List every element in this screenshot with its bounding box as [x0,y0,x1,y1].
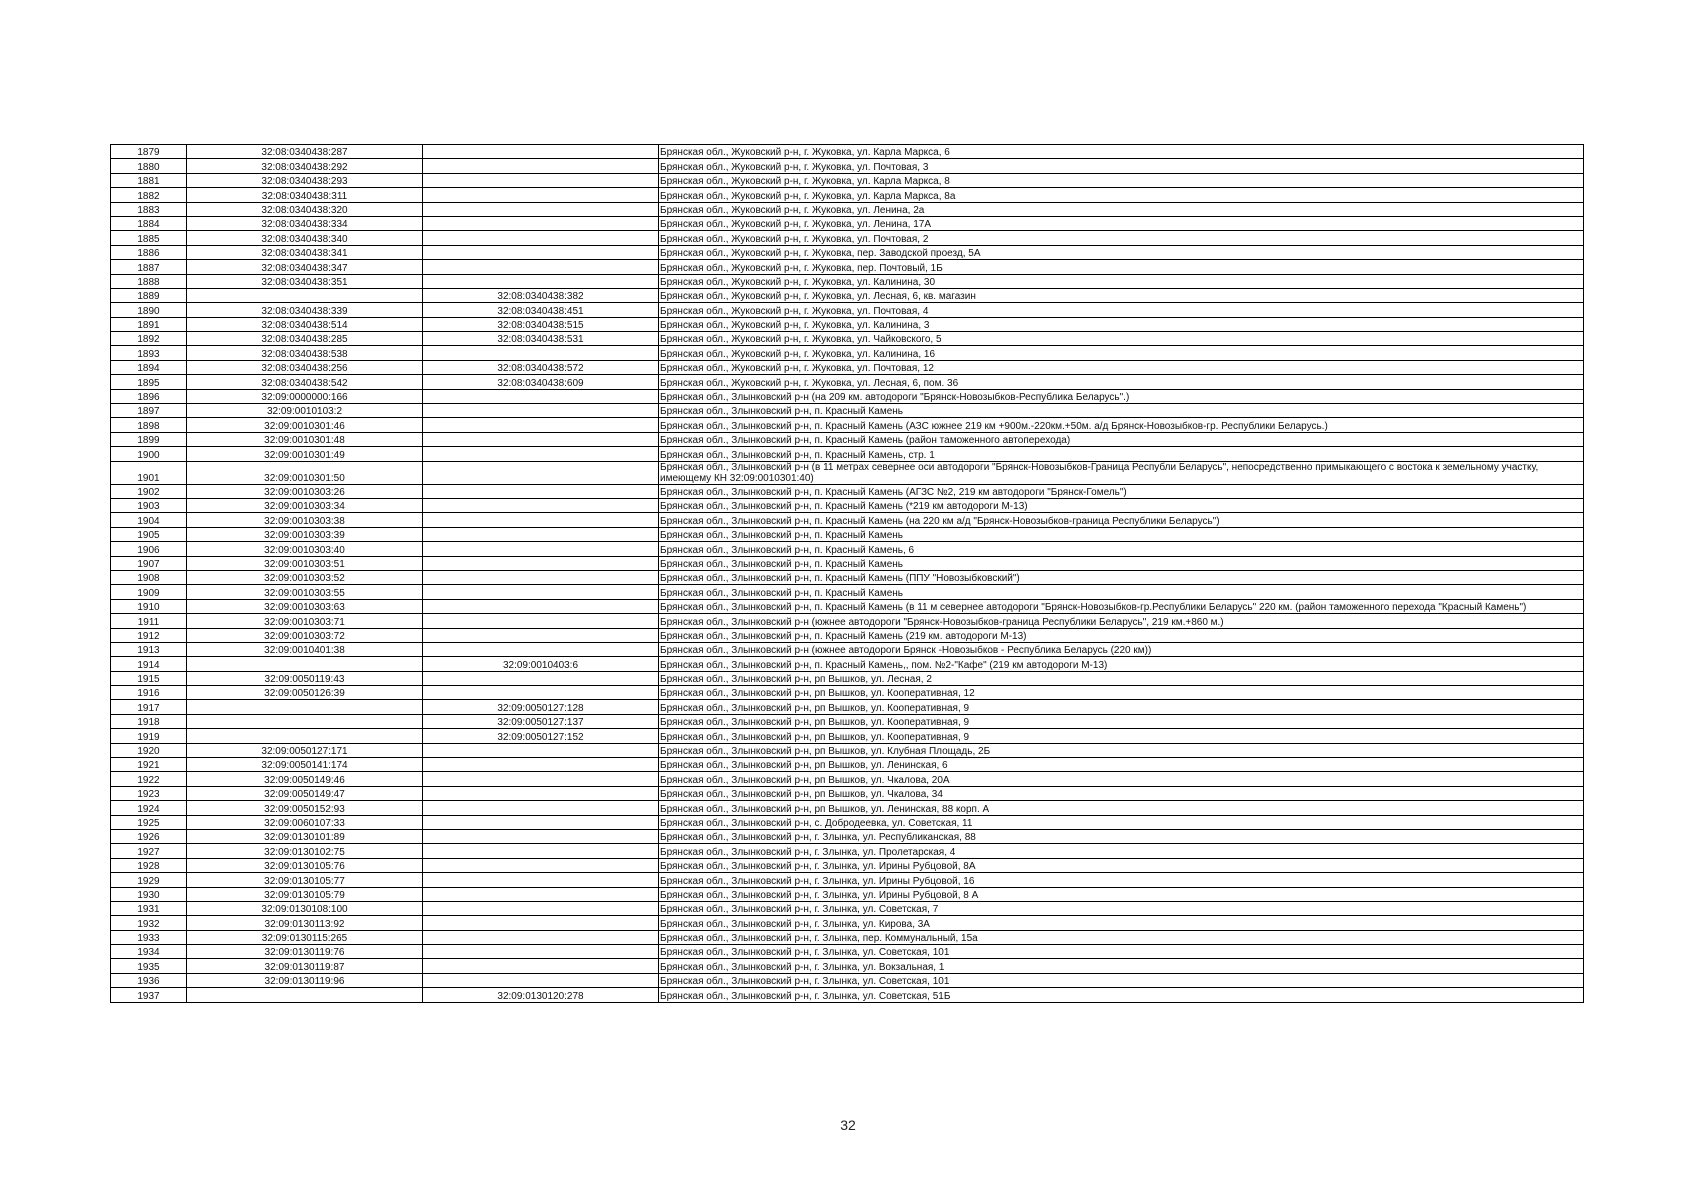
building-cadastral-number-cell [423,858,659,872]
cadastral-number-cell: 32:09:0060107:33 [187,815,423,829]
building-cadastral-number-cell [423,542,659,556]
building-cadastral-number-cell [423,973,659,987]
address-cell: Брянская обл., Злынковский р-н, п. Красный Камень (на 220 км а/д "Брянск-Новозыбков-граница Республики Беларусь") [659,513,1584,527]
address-cell: Брянская обл., Жуковский р-н, г. Жуковка, ул. Почтовая, 3 [659,159,1584,173]
table-row [111,801,1584,815]
table-row [111,288,1584,302]
address-cell: Брянская обл., Жуковский р-н, г. Жуковка, ул. Ленина, 17А [659,216,1584,230]
table-row [111,432,1584,446]
table-row [111,260,1584,274]
table-row [111,844,1584,858]
cadastral-number-cell: 32:09:0050119:43 [187,671,423,685]
address-cell: Брянская обл., Злынковский р-н, п. Красный Камень [659,527,1584,541]
building-cadastral-number-cell: 32:09:0050127:128 [423,700,659,714]
table-row [111,145,1584,159]
row-number-cell: 1888 [111,274,187,288]
address-cell: Брянская обл., Злынковский р-н, г. Злынка, ул. Пролетарская, 4 [659,844,1584,858]
cadastral-number-cell: 32:09:0050149:46 [187,772,423,786]
address-cell: Брянская обл., Злынковский р-н, г. Злынка, пер. Коммунальный, 15а [659,930,1584,944]
table-row [111,973,1584,987]
building-cadastral-number-cell [423,556,659,570]
building-cadastral-number-cell: 32:08:0340438:531 [423,332,659,346]
address-cell: Брянская обл., Злынковский р-н, рп Вышков, ул. Клубная Площадь, 2Б [659,743,1584,757]
address-cell: Брянская обл., Жуковский р-н, г. Жуковка, ул. Чайковского, 5 [659,332,1584,346]
row-number-cell: 1902 [111,484,187,498]
cadastral-number-cell: 32:09:0130101:89 [187,829,423,843]
table-row [111,729,1584,743]
row-number-cell: 1924 [111,801,187,815]
cadastral-number-cell: 32:09:0010303:52 [187,570,423,584]
row-number-cell: 1898 [111,418,187,432]
row-number-cell: 1937 [111,988,187,1002]
table-row [111,873,1584,887]
row-number-cell: 1884 [111,216,187,230]
address-cell: Брянская обл., Злынковский р-н, п. Красный Камень [659,556,1584,570]
table-row [111,274,1584,288]
building-cadastral-number-cell [423,245,659,259]
address-cell: Брянская обл., Злынковский р-н, п. Красный Камень [659,585,1584,599]
table-row [111,815,1584,829]
address-cell: Брянская обл., Злынковский р-н, г. Злынка, ул. Советская, 101 [659,945,1584,959]
address-cell: Брянская обл., Злынковский р-н, рп Вышков, ул. Кооперативная, 9 [659,700,1584,714]
cadastral-number-cell: 32:09:0010303:34 [187,498,423,512]
table-row [111,585,1584,599]
building-cadastral-number-cell [423,887,659,901]
table-row [111,988,1584,1002]
building-cadastral-number-cell [423,686,659,700]
building-cadastral-number-cell [423,527,659,541]
cadastral-number-cell: 32:09:0010401:38 [187,642,423,656]
row-number-cell: 1934 [111,945,187,959]
table-row [111,700,1584,714]
address-cell: Брянская обл., Злынковский р-н, г. Злынка, ул. Вокзальная, 1 [659,959,1584,973]
cadastral-number-cell: 32:09:0010303:72 [187,628,423,642]
building-cadastral-number-cell [423,930,659,944]
building-cadastral-number-cell [423,202,659,216]
building-cadastral-number-cell [423,418,659,432]
address-cell: Брянская обл., Злынковский р-н, п. Красный Камень (ППУ "Новозыбковский") [659,570,1584,584]
cadastral-number-cell: 32:08:0340438:334 [187,216,423,230]
table-row [111,332,1584,346]
table-row [111,245,1584,259]
address-cell: Брянская обл., Злынковский р-н (южнее автодороги Брянск -Новозыбков - Республика Беларусь (220 км)) [659,642,1584,656]
cadastral-number-cell: 32:09:0010303:63 [187,599,423,613]
cadastral-number-cell: 32:09:0050149:47 [187,786,423,800]
cadastral-number-cell: 32:09:0130113:92 [187,916,423,930]
building-cadastral-number-cell [423,901,659,915]
cadastral-number-cell: 32:09:0010103:2 [187,404,423,418]
table-row [111,389,1584,403]
address-cell: Брянская обл., Злынковский р-н, г. Злынка, ул. Республиканская, 88 [659,829,1584,843]
row-number-cell: 1912 [111,628,187,642]
building-cadastral-number-cell [423,513,659,527]
cadastral-number-cell: 32:09:0050152:93 [187,801,423,815]
cadastral-number-cell: 32:09:0010301:48 [187,432,423,446]
row-number-cell: 1908 [111,570,187,584]
row-number-cell: 1891 [111,317,187,331]
table-row [111,959,1584,973]
cadastral-number-cell: 32:08:0340438:292 [187,159,423,173]
cadastral-number-cell: 32:08:0340438:514 [187,317,423,331]
row-number-cell: 1926 [111,829,187,843]
building-cadastral-number-cell [423,461,659,484]
table-row [111,628,1584,642]
cadastral-number-cell: 32:09:0130105:76 [187,858,423,872]
table-row [111,642,1584,656]
cadastral-number-cell: 32:09:0010303:38 [187,513,423,527]
building-cadastral-number-cell [423,599,659,613]
building-cadastral-number-cell [423,959,659,973]
building-cadastral-number-cell [423,772,659,786]
cadastral-table [110,144,1584,1003]
row-number-cell: 1915 [111,671,187,685]
table-row [111,404,1584,418]
address-cell: Брянская обл., Злынковский р-н, п. Красный Камень (АЗС южнее 219 км +900м.-220км.+50м. а/д Брянск-Новозыбков-гр. Республики Беларусь.) [659,418,1584,432]
table-row [111,599,1584,613]
address-cell: Брянская обл., Злынковский р-н, п. Красный Камень (в 11 м севернее автодороги "Брянск-Новозыбков-гр.Республики Беларусь" 220 км. (район таможенного перехода "Красный Камень") [659,599,1584,613]
row-number-cell: 1881 [111,173,187,187]
row-number-cell: 1918 [111,714,187,728]
table-row [111,772,1584,786]
table-row [111,556,1584,570]
row-number-cell: 1931 [111,901,187,915]
cadastral-number-cell: 32:09:0010303:26 [187,484,423,498]
building-cadastral-number-cell: 32:08:0340438:609 [423,375,659,389]
address-cell: Брянская обл., Злынковский р-н, рп Вышков, ул. Кооперативная, 12 [659,686,1584,700]
table-row [111,498,1584,512]
building-cadastral-number-cell [423,873,659,887]
building-cadastral-number-cell [423,231,659,245]
row-number-cell: 1879 [111,145,187,159]
address-cell: Брянская обл., Жуковский р-н, г. Жуковка, ул. Карла Маркса, 8 [659,173,1584,187]
address-cell: Брянская обл., Злынковский р-н, рп Вышков, ул. Чкалова, 34 [659,786,1584,800]
address-cell: Брянская обл., Злынковский р-н (в 11 метрах севернее оси автодороги "Брянск-Новозыбков-Граница Республи Беларусь", непосредственно примыкающего с востока к земельному участку, имеющему КН 32:09:0010301:40) [659,461,1584,484]
building-cadastral-number-cell [423,829,659,843]
building-cadastral-number-cell [423,498,659,512]
row-number-cell: 1913 [111,642,187,656]
table-row [111,447,1584,461]
address-cell: Брянская обл., Злынковский р-н, п. Красный Камень [659,404,1584,418]
building-cadastral-number-cell [423,916,659,930]
cadastral-number-cell: 32:09:0130119:96 [187,973,423,987]
cadastral-number-cell: 32:09:0130102:75 [187,844,423,858]
table-row [111,714,1584,728]
row-number-cell: 1905 [111,527,187,541]
cadastral-number-cell [187,714,423,728]
building-cadastral-number-cell: 32:09:0050127:152 [423,729,659,743]
table-row [111,743,1584,757]
row-number-cell: 1887 [111,260,187,274]
cadastral-number-cell: 32:09:0130115:265 [187,930,423,944]
row-number-cell: 1917 [111,700,187,714]
table-row [111,945,1584,959]
row-number-cell: 1928 [111,858,187,872]
table-row [111,303,1584,317]
table-row [111,829,1584,843]
building-cadastral-number-cell [423,642,659,656]
address-cell: Брянская обл., Злынковский р-н, рп Вышков, ул. Ленинская, 88 корп. А [659,801,1584,815]
row-number-cell: 1920 [111,743,187,757]
row-number-cell: 1921 [111,758,187,772]
address-cell: Брянская обл., Злынковский р-н (на 209 км. автодороги "Брянск-Новозыбков-Республика Беларусь".) [659,389,1584,403]
building-cadastral-number-cell [423,585,659,599]
building-cadastral-number-cell [423,432,659,446]
table-row [111,173,1584,187]
building-cadastral-number-cell [423,844,659,858]
table-row [111,758,1584,772]
address-cell: Брянская обл., Злынковский р-н, п. Красный Камень (219 км. автодороги М-13) [659,628,1584,642]
cadastral-number-cell: 32:09:0010301:49 [187,447,423,461]
cadastral-number-cell: 32:09:0130105:77 [187,873,423,887]
table-body [111,145,1584,1003]
address-cell: Брянская обл., Злынковский р-н, п. Красный Камень (АГЗС №2, 219 км автодороги "Брянск-Гомель") [659,484,1584,498]
table-row [111,901,1584,915]
address-cell: Брянская обл., Злынковский р-н, г. Злынка, ул. Советская, 7 [659,901,1584,915]
row-number-cell: 1895 [111,375,187,389]
address-cell: Брянская обл., Злынковский р-н, п. Красный Камень, стр. 1 [659,447,1584,461]
cadastral-number-cell: 32:08:0340438:293 [187,173,423,187]
cadastral-number-cell: 32:09:0050127:171 [187,743,423,757]
table-row [111,317,1584,331]
row-number-cell: 1899 [111,432,187,446]
cadastral-number-cell: 32:09:0130119:87 [187,959,423,973]
cadastral-number-cell: 32:09:0010303:71 [187,614,423,628]
row-number-cell: 1911 [111,614,187,628]
address-cell: Брянская обл., Жуковский р-н, г. Жуковка, ул. Лесная, 6, пом. 36 [659,375,1584,389]
row-number-cell: 1900 [111,447,187,461]
address-cell: Брянская обл., Злынковский р-н, п. Красный Камень (район таможенного автоперехода) [659,432,1584,446]
table-row [111,216,1584,230]
building-cadastral-number-cell: 32:09:0050127:137 [423,714,659,728]
row-number-cell: 1932 [111,916,187,930]
table-row [111,916,1584,930]
address-cell: Брянская обл., Злынковский р-н, п. Красный Камень, 6 [659,542,1584,556]
table-row [111,671,1584,685]
row-number-cell: 1889 [111,288,187,302]
row-number-cell: 1929 [111,873,187,887]
table-row [111,930,1584,944]
row-number-cell: 1903 [111,498,187,512]
building-cadastral-number-cell [423,743,659,757]
row-number-cell: 1880 [111,159,187,173]
address-cell: Брянская обл., Злынковский р-н, рп Вышков, ул. Лесная, 2 [659,671,1584,685]
building-cadastral-number-cell [423,786,659,800]
cadastral-number-cell: 32:08:0340438:339 [187,303,423,317]
row-number-cell: 1910 [111,599,187,613]
cadastral-number-cell: 32:09:0050126:39 [187,686,423,700]
row-number-cell: 1894 [111,360,187,374]
building-cadastral-number-cell [423,628,659,642]
cadastral-number-cell: 32:08:0340438:542 [187,375,423,389]
address-cell: Брянская обл., Жуковский р-н, г. Жуковка, ул. Калинина, 16 [659,346,1584,360]
building-cadastral-number-cell: 32:08:0340438:515 [423,317,659,331]
table-row [111,887,1584,901]
table-row [111,657,1584,671]
table-row [111,360,1584,374]
cadastral-number-cell: 32:09:0050141:174 [187,758,423,772]
address-cell: Брянская обл., Жуковский р-н, г. Жуковка, ул. Ленина, 2а [659,202,1584,216]
table-row [111,614,1584,628]
building-cadastral-number-cell [423,389,659,403]
row-number-cell: 1885 [111,231,187,245]
table-row [111,542,1584,556]
cadastral-number-cell [187,988,423,1002]
address-cell: Брянская обл., Злынковский р-н, г. Злынка, ул. Советская, 51Б [659,988,1584,1002]
address-cell: Брянская обл., Злынковский р-н, г. Злынка, ул. Советская, 101 [659,973,1584,987]
table-row [111,418,1584,432]
row-number-cell: 1892 [111,332,187,346]
cadastral-number-cell: 32:09:0010303:39 [187,527,423,541]
building-cadastral-number-cell: 32:09:0130120:278 [423,988,659,1002]
row-number-cell: 1919 [111,729,187,743]
address-cell: Брянская обл., Жуковский р-н, г. Жуковка, ул. Карла Маркса, 8а [659,188,1584,202]
address-cell: Брянская обл., Злынковский р-н, п. Красный Камень,, пом. №2-"Кафе" (219 км автодороги М-13) [659,657,1584,671]
building-cadastral-number-cell [423,945,659,959]
address-cell: Брянская обл., Злынковский р-н (южнее автодороги "Брянск-Новозыбков-граница Республики Беларусь", 219 км.+860 м.) [659,614,1584,628]
building-cadastral-number-cell [423,758,659,772]
table-row [111,231,1584,245]
building-cadastral-number-cell [423,346,659,360]
table-row [111,375,1584,389]
row-number-cell: 1897 [111,404,187,418]
cadastral-number-cell: 32:09:0010303:55 [187,585,423,599]
cadastral-number-cell: 32:08:0340438:351 [187,274,423,288]
address-cell: Брянская обл., Злынковский р-н, г. Злынка, ул. Ирины Рубцовой, 8А [659,858,1584,872]
cadastral-number-cell [187,657,423,671]
row-number-cell: 1933 [111,930,187,944]
cadastral-number-cell: 32:09:0130108:100 [187,901,423,915]
address-cell: Брянская обл., Жуковский р-н, г. Жуковка, ул. Почтовая, 12 [659,360,1584,374]
table-row [111,686,1584,700]
row-number-cell: 1906 [111,542,187,556]
row-number-cell: 1923 [111,786,187,800]
address-cell: Брянская обл., Злынковский р-н, рп Вышков, ул. Ленинская, 6 [659,758,1584,772]
address-cell: Брянская обл., Жуковский р-н, г. Жуковка, ул. Почтовая, 4 [659,303,1584,317]
cadastral-number-cell [187,700,423,714]
cadastral-number-cell [187,729,423,743]
building-cadastral-number-cell [423,570,659,584]
building-cadastral-number-cell [423,188,659,202]
row-number-cell: 1927 [111,844,187,858]
table-row [111,484,1584,498]
building-cadastral-number-cell: 32:08:0340438:451 [423,303,659,317]
address-cell: Брянская обл., Злынковский р-н, г. Злынка, ул. Ирины Рубцовой, 16 [659,873,1584,887]
address-cell: Брянская обл., Злынковский р-н, с. Добродеевка, ул. Советская, 11 [659,815,1584,829]
building-cadastral-number-cell [423,159,659,173]
table-row [111,570,1584,584]
building-cadastral-number-cell: 32:08:0340438:572 [423,360,659,374]
table-row [111,527,1584,541]
cadastral-number-cell: 32:09:0130105:79 [187,887,423,901]
building-cadastral-number-cell [423,173,659,187]
row-number-cell: 1890 [111,303,187,317]
table-row [111,188,1584,202]
row-number-cell: 1936 [111,973,187,987]
cadastral-number-cell: 32:09:0010301:46 [187,418,423,432]
row-number-cell: 1882 [111,188,187,202]
cadastral-number-cell: 32:08:0340438:256 [187,360,423,374]
row-number-cell: 1886 [111,245,187,259]
cadastral-number-cell: 32:09:0010303:40 [187,542,423,556]
address-cell: Брянская обл., Жуковский р-н, г. Жуковка, ул. Почтовая, 2 [659,231,1584,245]
cadastral-number-cell: 32:08:0340438:341 [187,245,423,259]
building-cadastral-number-cell [423,404,659,418]
row-number-cell: 1893 [111,346,187,360]
building-cadastral-number-cell [423,801,659,815]
address-cell: Брянская обл., Жуковский р-н, г. Жуковка, пер. Заводской проезд, 5А [659,245,1584,259]
row-number-cell: 1935 [111,959,187,973]
address-cell: Брянская обл., Жуковский р-н, г. Жуковка, ул. Карла Маркса, 6 [659,145,1584,159]
address-cell: Брянская обл., Жуковский р-н, г. Жуковка, ул. Лесная, 6, кв. магазин [659,288,1584,302]
building-cadastral-number-cell [423,447,659,461]
building-cadastral-number-cell [423,614,659,628]
address-cell: Брянская обл., Жуковский р-н, г. Жуковка, ул. Калинина, 3 [659,317,1584,331]
building-cadastral-number-cell [423,274,659,288]
row-number-cell: 1925 [111,815,187,829]
cadastral-number-cell: 32:08:0340438:320 [187,202,423,216]
row-number-cell: 1896 [111,389,187,403]
row-number-cell: 1883 [111,202,187,216]
cadastral-number-cell: 32:09:0010301:50 [187,461,423,484]
cadastral-number-cell: 32:09:0000000:166 [187,389,423,403]
table-row [111,786,1584,800]
page-number: 32 [840,1117,856,1133]
cadastral-number-cell: 32:08:0340438:538 [187,346,423,360]
address-cell: Брянская обл., Злынковский р-н, п. Красный Камень (*219 км автодороги М-13) [659,498,1584,512]
address-cell: Брянская обл., Злынковский р-н, г. Злынка, ул. Ирины Рубцовой, 8 А [659,887,1584,901]
row-number-cell: 1922 [111,772,187,786]
address-cell: Брянская обл., Злынковский р-н, рп Вышков, ул. Чкалова, 20А [659,772,1584,786]
table-row [111,202,1584,216]
row-number-cell: 1916 [111,686,187,700]
cadastral-number-cell: 32:09:0010303:51 [187,556,423,570]
address-cell: Брянская обл., Злынковский р-н, рп Вышков, ул. Кооперативная, 9 [659,729,1584,743]
building-cadastral-number-cell: 32:09:0010403:6 [423,657,659,671]
building-cadastral-number-cell [423,815,659,829]
building-cadastral-number-cell [423,145,659,159]
cadastral-number-cell: 32:08:0340438:287 [187,145,423,159]
row-number-cell: 1901 [111,461,187,484]
building-cadastral-number-cell [423,216,659,230]
table-row [111,346,1584,360]
address-cell: Брянская обл., Жуковский р-н, г. Жуковка, ул. Калинина, 30 [659,274,1584,288]
cadastral-number-cell [187,288,423,302]
row-number-cell: 1909 [111,585,187,599]
row-number-cell: 1914 [111,657,187,671]
table-row [111,159,1584,173]
address-cell: Брянская обл., Злынковский р-н, г. Злынка, ул. Кирова, 3А [659,916,1584,930]
table-row [111,461,1584,484]
table-row [111,858,1584,872]
cadastral-number-cell: 32:09:0130119:76 [187,945,423,959]
table-row [111,513,1584,527]
building-cadastral-number-cell [423,260,659,274]
address-cell: Брянская обл., Злынковский р-н, рп Вышков, ул. Кооперативная, 9 [659,714,1584,728]
building-cadastral-number-cell [423,484,659,498]
cadastral-number-cell: 32:08:0340438:311 [187,188,423,202]
building-cadastral-number-cell [423,671,659,685]
address-cell: Брянская обл., Жуковский р-н, г. Жуковка, пер. Почтовый, 1Б [659,260,1584,274]
cadastral-number-cell: 32:08:0340438:285 [187,332,423,346]
row-number-cell: 1904 [111,513,187,527]
cadastral-number-cell: 32:08:0340438:347 [187,260,423,274]
building-cadastral-number-cell: 32:08:0340438:382 [423,288,659,302]
cadastral-number-cell: 32:08:0340438:340 [187,231,423,245]
row-number-cell: 1930 [111,887,187,901]
row-number-cell: 1907 [111,556,187,570]
